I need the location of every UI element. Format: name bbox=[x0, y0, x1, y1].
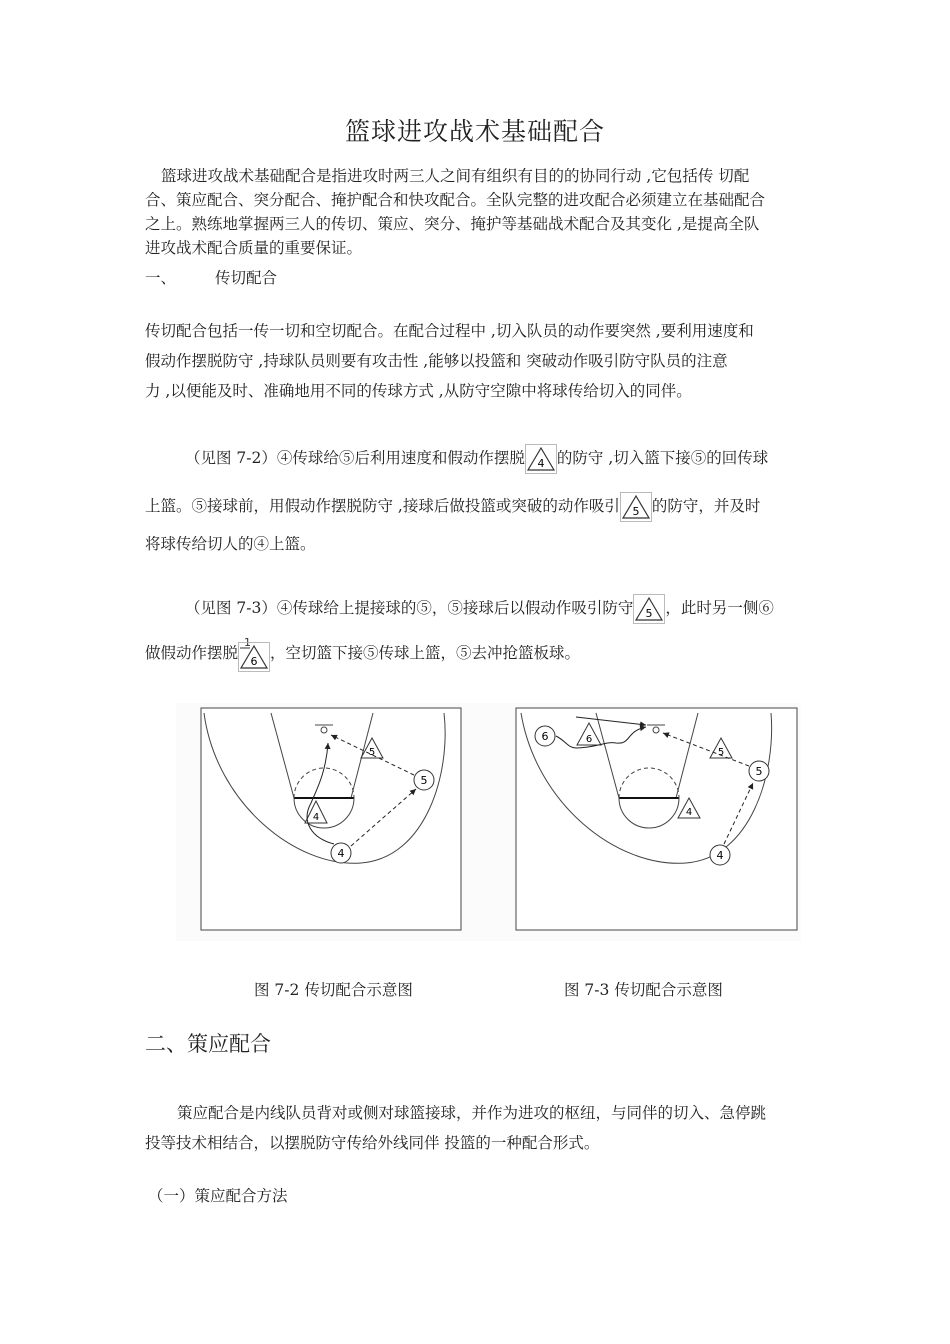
figure-7-3-caption: 图 7-3 传切配合示意图 bbox=[564, 981, 723, 999]
svg-text:5: 5 bbox=[368, 747, 376, 758]
pass-cut-line: 力 ,以便能及时、准确地用不同的传球方式 ,从防守空隙中将球传给切入的同伴。 bbox=[145, 382, 692, 400]
figures-panel bbox=[176, 703, 801, 941]
fig2-desc-line1 bbox=[185, 444, 768, 474]
fig3-desc-text: ，此时另一侧⑥ bbox=[665, 599, 774, 617]
pass-cut-line: 传切配合包括一传一切和空切配合。在配合过程中 ,切入队员的动作要突然 ,要利用速度和 bbox=[145, 322, 754, 340]
svg-text:5: 5 bbox=[717, 747, 725, 758]
svg-text:5: 5 bbox=[632, 505, 640, 518]
diagram-fig-7-2 bbox=[201, 708, 461, 930]
fig3-desc-text: （见图 7-3）④传球给上提接球的⑤，⑤接球后以假动作吸引防守 bbox=[185, 599, 634, 617]
svg-text:5: 5 bbox=[420, 774, 428, 787]
post-paragraph bbox=[145, 1098, 825, 1158]
fig2-desc-line3: 将球传给切人的④上篮。 bbox=[145, 535, 316, 553]
page-title: 篮球进攻战术基础配合 bbox=[344, 117, 605, 146]
svg-text:4: 4 bbox=[337, 847, 345, 860]
fig2-desc-text: 上篮。⑤接球前，用假动作摆脱防守 ,接球后做投篮或突破的动作吸引 bbox=[145, 497, 620, 515]
svg-text:6: 6 bbox=[541, 730, 549, 743]
svg-text:6: 6 bbox=[250, 655, 258, 668]
defender-5-icon bbox=[633, 594, 665, 624]
fig3-desc-text: 做假动作摆脱 bbox=[145, 644, 239, 662]
svg-text:1: 1 bbox=[244, 636, 252, 649]
fig3-desc-line2 bbox=[145, 636, 580, 672]
fig2-desc-text: 的防守 ,切入篮下接⑤的回传球 bbox=[556, 449, 769, 467]
subsection-heading: （一）策应配合方法 bbox=[148, 1187, 288, 1205]
svg-text:4: 4 bbox=[716, 849, 724, 862]
post-line: 投等技术相结合，以摆脱防守传给外线同伴 投篮的一种配合形式。 bbox=[145, 1134, 600, 1152]
svg-text:5: 5 bbox=[645, 607, 653, 620]
fig2-desc-line2 bbox=[145, 492, 760, 522]
offense-5-marker bbox=[414, 770, 434, 790]
diagram-fig-7-3 bbox=[516, 708, 797, 930]
section-2-heading: 二、策应配合 bbox=[145, 1032, 271, 1056]
offense-6-marker bbox=[535, 726, 555, 746]
section-1-number: 一、 bbox=[145, 269, 177, 287]
pass-cut-line: 假动作摆脱防守 ,持球队员则要有攻击性 ,能够以投篮和 突破动作吸引防守队员的注意 bbox=[145, 352, 728, 370]
defender-6-icon bbox=[238, 636, 270, 672]
intro-paragraph bbox=[145, 164, 825, 260]
svg-text:4: 4 bbox=[312, 812, 320, 823]
fig3-desc-text: ，空切篮下接⑤传球上篮，⑤去冲抢篮板球。 bbox=[270, 644, 581, 662]
offense-5-marker bbox=[749, 761, 769, 781]
fig3-desc-line1 bbox=[185, 594, 774, 624]
intro-line: 合、策应配合、突分配合、掩护配合和快攻配合。全队完整的进攻配合必须建立在基础配合 bbox=[145, 191, 766, 209]
offense-4-marker bbox=[331, 843, 351, 863]
section-1-heading bbox=[145, 266, 277, 290]
post-line: 策应配合是内线队员背对或侧对球篮接球，并作为进攻的枢纽，与同伴的切入、急停跳 bbox=[177, 1104, 767, 1122]
offense-4-marker bbox=[710, 845, 730, 865]
svg-text:5: 5 bbox=[755, 765, 763, 778]
svg-text:4: 4 bbox=[685, 807, 693, 818]
intro-line: 之上。熟练地掌握两三人的传切、策应、突分、掩护等基础战术配合及其变化 ,是提高全队 bbox=[145, 215, 760, 233]
section-1-title: 传切配合 bbox=[214, 269, 277, 287]
intro-line: 进攻战术配合质量的重要保证。 bbox=[145, 239, 363, 257]
svg-text:4: 4 bbox=[537, 457, 545, 470]
fig2-desc-text: 的防守，并及时 bbox=[651, 497, 761, 515]
figure-7-2-caption: 图 7-2 传切配合示意图 bbox=[254, 981, 413, 999]
pass-cut-paragraph bbox=[145, 316, 825, 406]
defender-4-icon bbox=[525, 444, 557, 474]
defender-5-icon bbox=[620, 492, 652, 522]
fig2-desc-text: （见图 7-2）④传球给⑤后利用速度和假动作摆脱 bbox=[185, 449, 525, 467]
intro-line: 篮球进攻战术基础配合是指进攻时两三人之间有组织有目的的协同行动 ,它包括传 切配 bbox=[161, 167, 750, 185]
svg-text:6: 6 bbox=[585, 734, 593, 745]
